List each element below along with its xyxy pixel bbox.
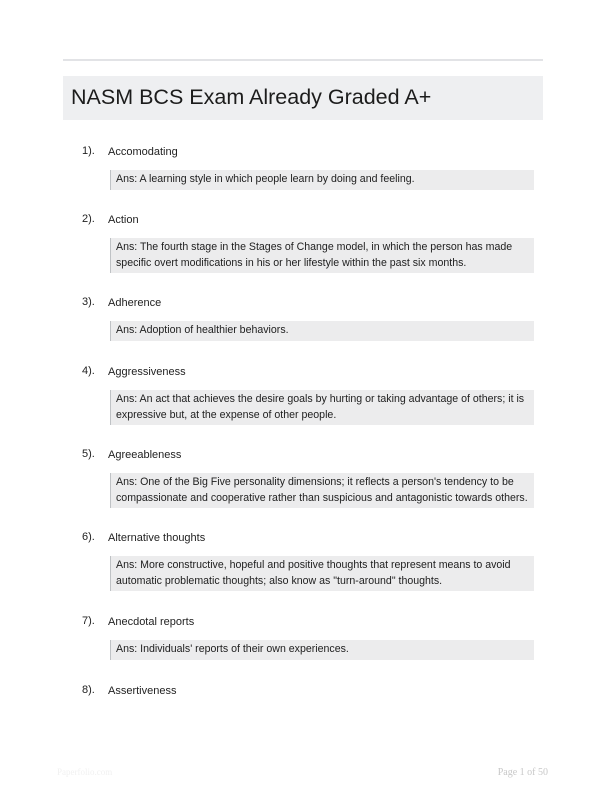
item-number: 3). (82, 296, 95, 308)
item-term: Aggressiveness (108, 366, 186, 378)
footer-watermark: Paperfolio.com (57, 767, 113, 777)
item-term: Accomodating (108, 146, 178, 158)
page-number: Page 1 of 50 (497, 767, 548, 778)
document-title: NASM BCS Exam Already Graded A+ (71, 85, 432, 109)
item-answer: Ans: The fourth stage in the Stages of Change model, in which the person has made specific overt modifications in his or her lifestyle within the past six months. (110, 238, 534, 273)
item-number: 1). (82, 145, 95, 157)
item-answer: Ans: One of the Big Five personality dimensions; it reflects a person's tendency to be compassionate and cooperative rather than suspicious and antagonistic towards others. (110, 473, 534, 508)
item-term: Agreeableness (108, 449, 182, 461)
item-answer: Ans: Adoption of healthier behaviors. (110, 321, 534, 341)
item-number: 5). (82, 448, 95, 460)
item-term: Alternative thoughts (108, 532, 206, 544)
item-answer: Ans: A learning style in which people learn by doing and feeling. (110, 170, 534, 190)
item-number: 4). (82, 365, 95, 377)
item-number: 6). (82, 531, 95, 543)
item-term: Anecdotal reports (108, 616, 195, 628)
title-banner (63, 76, 543, 120)
item-answer: Ans: Individuals' reports of their own experiences. (110, 640, 534, 660)
item-term: Action (108, 214, 139, 226)
item-answer: Ans: An act that achieves the desire goals by hurting or taking advantage of others; it is expressive but, at the expense of other people. (110, 390, 534, 425)
item-term: Adherence (108, 297, 162, 309)
item-number: 7). (82, 615, 95, 627)
item-term: Assertiveness (108, 685, 177, 697)
item-number: 8). (82, 684, 95, 696)
header-divider (63, 59, 543, 61)
item-answer: Ans: More constructive, hopeful and positive thoughts that represent means to avoid automatic problematic thoughts; also know as "turn-around" thoughts. (110, 556, 534, 591)
item-number: 2). (82, 213, 95, 225)
